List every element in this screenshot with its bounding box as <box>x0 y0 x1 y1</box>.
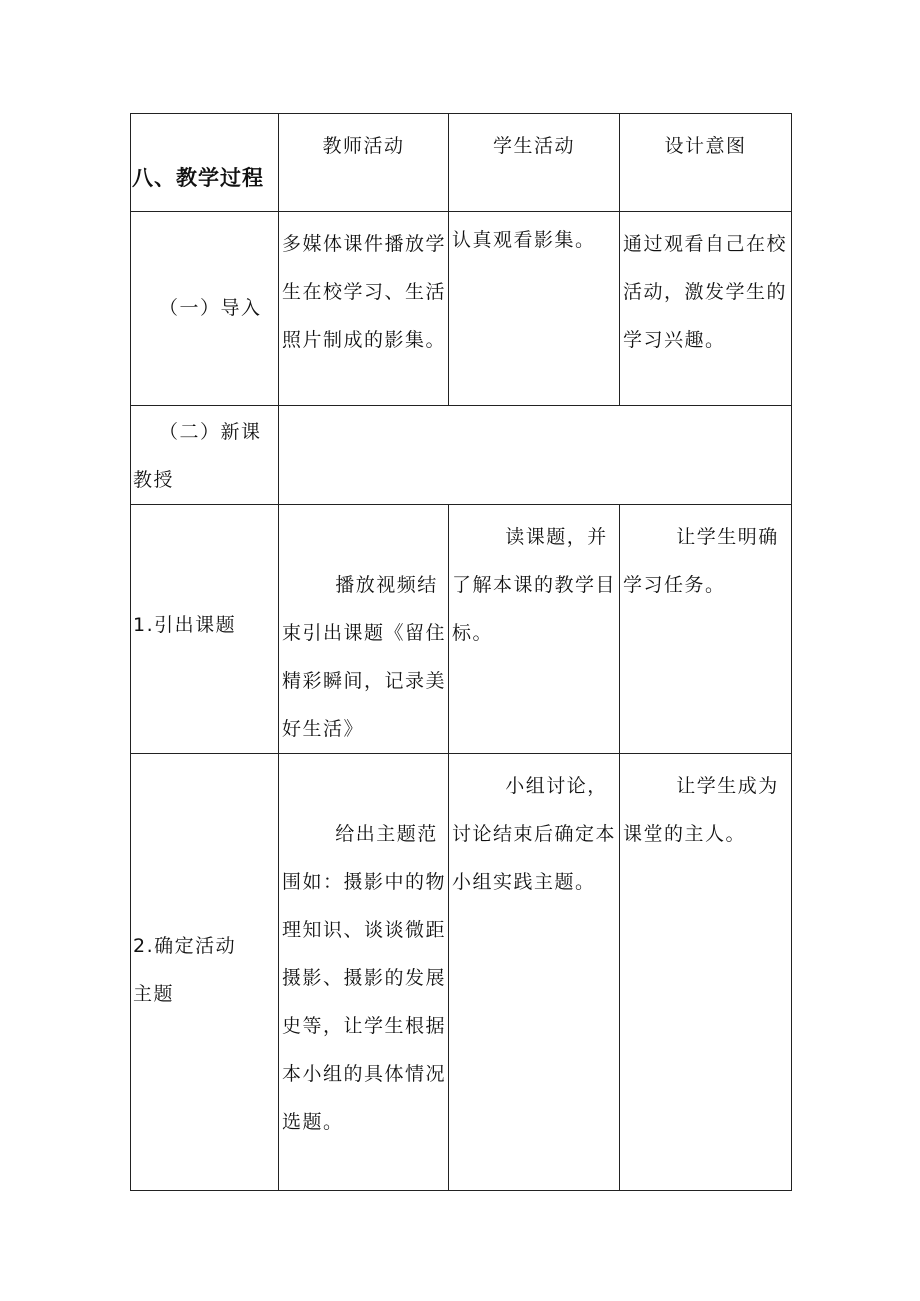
intent-cell <box>620 505 792 754</box>
teacher-activity: 播放视频结束引出课题《留住精彩瞬间，记录美好生活》 <box>282 574 447 740</box>
student-activity: 认真观看影集。 <box>452 229 596 251</box>
teacher-cell <box>279 754 449 1191</box>
design-intent: 通过观看自己在校活动，激发学生的学习兴趣。 <box>623 233 788 351</box>
student-cell <box>449 505 620 754</box>
design-intent: 让学生成为课堂的主人。 <box>623 775 779 845</box>
stage-cell <box>131 505 279 754</box>
student-cell <box>449 754 620 1191</box>
teacher-activity: 多媒体课件播放学生在校学习、生活照片制成的影集。 <box>282 233 447 351</box>
stage-cell <box>131 754 279 1191</box>
table-row <box>131 505 792 754</box>
header-intent-cell <box>620 114 792 212</box>
intent-cell <box>620 212 792 406</box>
table-row <box>131 212 792 406</box>
teacher-cell <box>279 212 449 406</box>
teaching-process-table <box>130 113 792 1191</box>
merged-empty-cell <box>279 406 792 505</box>
stage-cell <box>131 406 279 505</box>
header-row <box>131 114 792 212</box>
student-activity: 小组讨论，讨论结束后确定本小组实践主题。 <box>452 775 617 893</box>
intent-cell <box>620 754 792 1191</box>
stage-label: 1.引出课题 <box>133 614 237 636</box>
section-title-cell <box>131 114 279 212</box>
stage-label: （二）新课教授 <box>133 421 262 491</box>
header-student: 学生活动 <box>492 135 575 157</box>
stage-label: （一）导入 <box>159 297 262 319</box>
teacher-cell <box>279 505 449 754</box>
header-teacher-cell <box>279 114 449 212</box>
header-intent: 设计意图 <box>664 135 747 157</box>
table-row <box>131 406 792 505</box>
table-row <box>131 754 792 1191</box>
header-student-cell <box>449 114 620 212</box>
teacher-activity: 给出主题范围如：摄影中的物理知识、谈谈微距摄影、摄影的发展史等，让学生根据本小组的具体情况选题。 <box>282 823 447 1133</box>
stage-cell <box>131 212 279 406</box>
student-cell <box>449 212 620 406</box>
stage-label: 2.确定活动主题 <box>133 935 237 1005</box>
section-title: 八、教学过程 <box>132 166 264 190</box>
student-activity: 读课题，并了解本课的教学目标。 <box>452 526 617 644</box>
header-teacher: 教师活动 <box>322 135 405 157</box>
design-intent: 让学生明确学习任务。 <box>623 526 779 596</box>
